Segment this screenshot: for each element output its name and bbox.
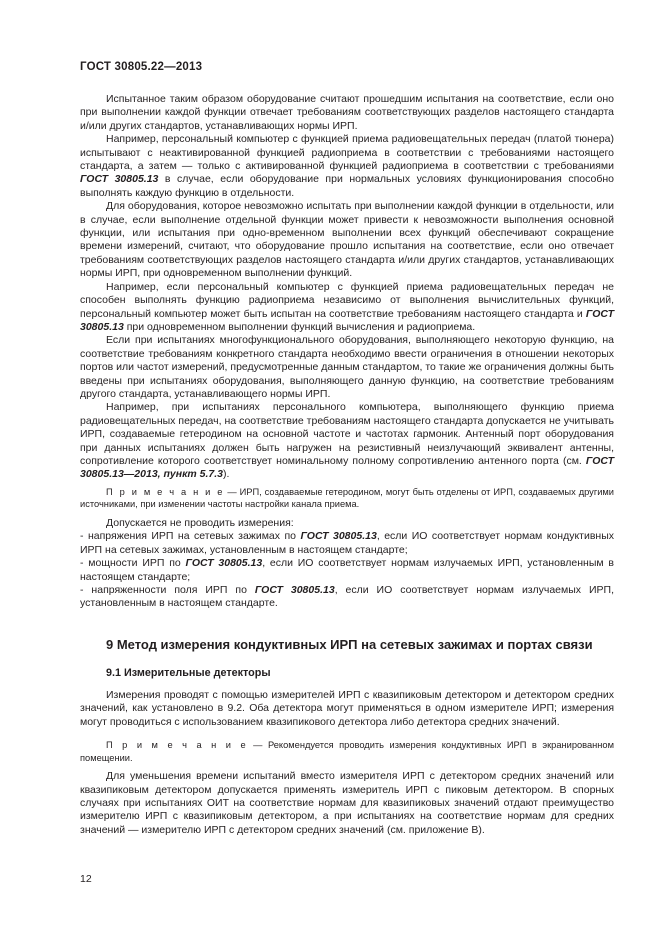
list-item: - напряжения ИРП на сетевых зажимах по ГОСТ 30805.13, если ИО соответствует нормам кондуктивных ИРП на сетевых зажимах, установленным в настоящем стандарте; [80,530,614,556]
standard-reference: ГОСТ 30805.13 [80,173,159,186]
paragraph: Измерения проводят с помощью измерителей ИРП с квазипиковым детектором и детектором средних значений, как установлено в 9.2. Оба детектора могут применяться в одном измерителе ИРП; измерения могут проводиться с использованием квазипикового детектора либо детектора средних значений. [80,688,614,728]
note-label: П р и м е ч а н и е [106,740,248,751]
paragraph: Для оборудования, которое невозможно испытать при выполнении каждой функции в отдельности, или в случае, если выполнение отдельной функции может привести к невозможности выполнения основной функции, или испытания при одно-временном выполнении всех функций обеспечивают сокращение времени измерений, считают, что оборудование прошло испытания на соответствие, если оно отвечает требованиям соответствующих разделов настоящего стандарта и/или других стандартов, устанавливающих нормы ИРП, при одновременном выполнении функций. [80,200,614,280]
standard-reference: ГОСТ 30805.13—2013, пункт 5.7.3 [80,454,614,481]
standard-reference: ГОСТ 30805.13 [254,584,335,596]
standard-reference: ГОСТ 30805.13 [185,557,263,570]
standard-reference: ГОСТ 30805.13 [80,307,614,333]
list-item: - напряженности поля ИРП по ГОСТ 30805.13, если ИО соответствует нормам излучаемых ИРП, установленным в настоящем стандарте. [80,584,614,610]
paragraph: Допускается не проводить измерения: [106,516,294,529]
list-item: - мощности ИРП по ГОСТ 30805.13, если ИО соответствует нормам излучаемых ИРП, установленным в настоящем стандарте; [80,557,614,583]
section-heading: 9 Метод измерения кондуктивных ИРП на сетевых зажимах и портах связи [106,636,593,652]
note-label: П р и м е ч а н и е [106,486,225,497]
paragraph: Например, при испытаниях персонального компьютера, выполняющего функцию приема радиовещательных передач, на соответствие требованиям настоящего стандарта допускается не учитывать ИРП, создаваемые гетеродином на основной частоте и частотах гармоник. Антенный порт оборудования при данных испытаниях должен быть нагружен на резистивный неизлучающий эквивалент антенны, сопротивление которого соответствует номинальному полному сопротивлению антенного порта (см. ГОСТ 30805.13—2013, пункт 5.7.3). [80,401,614,481]
paragraph: Для уменьшения времени испытаний вместо измерителя ИРП с детектором средних значений или квазипиковым детектором допускается применять измеритель ИРП с пиковым детектором. В спорных случаях при испытаниях ОИТ на соответствие нормам для квазипиковых значений отдают преимущество измерителю ИРП с квазипиковым детектором, а при испытаниях на соответствие нормам для средних значений — измерителю ИРП с детектором средних значений (см. приложение В). [80,770,614,836]
paragraph: Например, персональный компьютер с функцией приема радиовещательных передач (платой тюнера) испытывают с неактивированной функцией радиоприема в соответствии с требованиями настоящего стандарта, а затем — только с активированной функцией радиоприема в соответствии с требованиями ГОСТ 30805.13 в случае, если оборудование при нормальных условиях функционирования способно выполнять каждую функцию в отдельности. [80,133,614,199]
paragraph: Например, если персональный компьютер с функцией приема радиовещательных передач не способен выполнять функцию радиоприема независимо от выполнения вычислительных функций, персональный компьютер может быть испытан на соответствие требованиям настоящего стандарта и ГОСТ 30805.13 при одновременном выполнении функций вычисления и радиоприема. [80,280,614,333]
standard-reference: ГОСТ 30805.13 [300,530,377,543]
paragraph: Испытанное таким образом оборудование считают прошедшим испытания на соответствие, если оно при выполнении каждой функции отвечает требованиям соответствующих разделов настоящего стандарта и/или других стандартов, устанавливающих нормы ИРП. [80,93,614,132]
document-header: ГОСТ 30805.22—2013 [80,61,203,73]
paragraph: Если при испытаниях многофункционального оборудования, выполняющего некоторую функцию, на соответствие требованиям конкретного стандарта необходимо ввести ограничения в отношении некоторых портов или частот измерений, предусмотренные данным стандартом, то такие же ограничения должны быть введены при испытаниях оборудования, выполняющего данную функцию, на соответствие требованиям другого стандарта, устанавливающего нормы ИРП. [80,334,614,400]
subsection-heading: 9.1 Измерительные детекторы [106,666,271,679]
exemption-list [80,530,614,610]
note: П р и м е ч а н и е — Рекомендуется проводить измерения кондуктивных ИРП в экранированном помещении. [80,740,614,763]
page-number: 12 [80,873,92,885]
note: П р и м е ч а н и е — ИРП, создаваемые гетеродином, могут быть отделены от ИРП, создаваемых другими источниками, при изменении частоты настройки канала приема. [80,486,614,510]
document-body [80,93,614,837]
